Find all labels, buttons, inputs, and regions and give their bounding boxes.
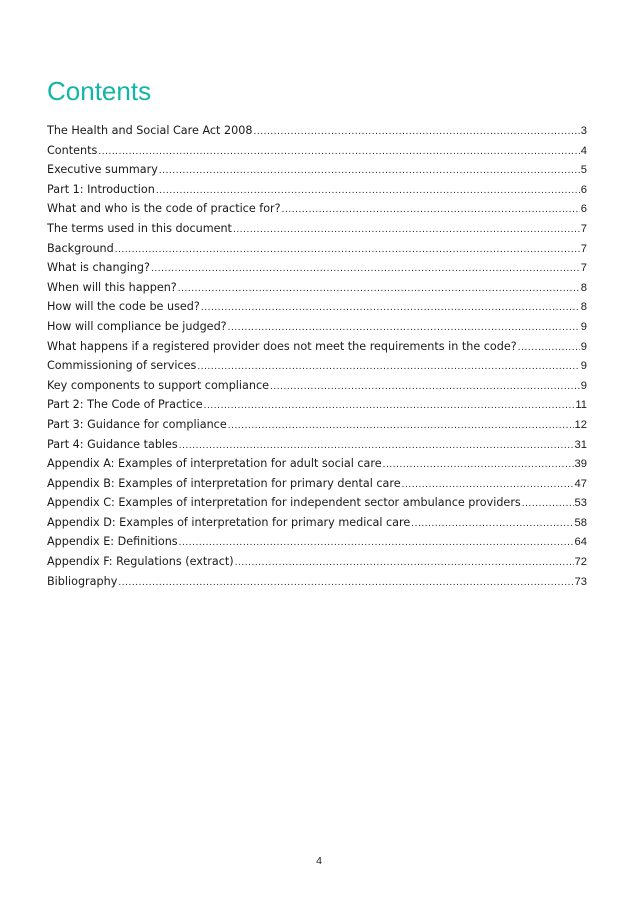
toc-entry-page: 72 xyxy=(574,556,587,569)
toc-leader-dots xyxy=(233,220,580,239)
toc-leader-dots xyxy=(118,573,573,592)
toc-entry-label: What and who is the code of practice for? xyxy=(47,202,281,216)
toc-entry[interactable] xyxy=(47,572,587,592)
toc-entry-page: 6 xyxy=(580,183,587,196)
toc-entry-label: The Health and Social Care Act 2008 xyxy=(47,124,253,137)
toc-entry-page: 64 xyxy=(574,536,587,549)
toc-entry-page: 39 xyxy=(574,458,587,471)
toc-entry[interactable] xyxy=(47,160,587,180)
toc-entry-page: 6 xyxy=(580,203,587,216)
toc-entry[interactable] xyxy=(47,219,587,239)
toc-entry-label: Key components to support compliance xyxy=(47,378,270,392)
toc-entry[interactable] xyxy=(47,141,587,161)
toc-entry[interactable] xyxy=(47,513,587,533)
toc-entry-label: How will the code be used? xyxy=(47,300,200,314)
toc-leader-dots xyxy=(201,298,580,317)
toc-entry-page: 3 xyxy=(580,125,587,137)
toc-entry[interactable] xyxy=(47,180,587,200)
toc-entry-label: Bibliography xyxy=(47,574,118,588)
toc-entry[interactable] xyxy=(47,415,587,435)
toc-entry[interactable] xyxy=(47,552,587,572)
toc-entry[interactable] xyxy=(47,435,587,455)
toc-entry-label: What is changing? xyxy=(47,261,150,275)
toc-leader-dots xyxy=(411,514,573,533)
page-title: Contents xyxy=(47,76,152,106)
toc-entry[interactable] xyxy=(47,395,587,415)
toc-entry-label: The terms used in this document xyxy=(47,221,232,235)
page-number: 4 xyxy=(316,855,322,867)
toc-entry-label: Appendix A: Examples of interpretation for adult social care xyxy=(47,457,382,471)
toc-entry-page: 31 xyxy=(574,438,587,451)
toc-entry-label: Part 3: Guidance for compliance xyxy=(47,417,227,431)
toc-entry-label: Background xyxy=(47,241,114,255)
toc-entry-page: 9 xyxy=(580,379,587,392)
toc-entry-page: 9 xyxy=(580,360,587,373)
toc-entry-label: Appendix F: Regulations (extract) xyxy=(47,555,234,569)
toc-entry-page: 7 xyxy=(580,222,587,235)
toc-entry-page: 4 xyxy=(580,144,587,157)
toc-entry-label: Part 1: Introduction xyxy=(47,182,155,196)
toc-entry-label: What happens if a registered provider does not meet the requirements in the code? xyxy=(47,339,517,353)
toc-entry-label: Appendix C: Examples of interpretation for independent sector ambulance providers xyxy=(47,496,521,510)
toc-leader-dots xyxy=(179,533,574,552)
toc-leader-dots xyxy=(98,142,579,161)
toc-leader-dots xyxy=(151,259,580,278)
toc-leader-dots xyxy=(159,161,580,180)
toc-entry-page: 11 xyxy=(575,399,587,412)
toc-leader-dots xyxy=(197,357,579,376)
toc-entry[interactable] xyxy=(47,376,587,396)
toc-entry[interactable] xyxy=(47,317,587,337)
toc-entry[interactable] xyxy=(47,239,587,259)
toc-entry-page: 58 xyxy=(574,516,587,529)
toc-leader-dots xyxy=(228,416,574,435)
toc-entry-page: 8 xyxy=(580,301,587,314)
toc-entry-label: Appendix D: Examples of interpretation for primary medical care xyxy=(47,515,411,529)
toc-entry[interactable] xyxy=(47,337,587,357)
toc-entry-label: How will compliance be judged? xyxy=(47,319,227,333)
toc-leader-dots xyxy=(402,475,574,494)
toc-entry-label: Part 4: Guidance tables xyxy=(47,437,178,451)
toc-leader-dots xyxy=(204,396,575,415)
toc-leader-dots xyxy=(282,200,580,219)
toc-leader-dots xyxy=(228,318,580,337)
toc-leader-dots xyxy=(518,338,580,357)
toc-entry-page: 5 xyxy=(580,164,587,177)
toc-entry[interactable] xyxy=(47,356,587,376)
toc-entry-label: When will this happen? xyxy=(47,280,177,294)
toc-entry-label: Contents xyxy=(47,143,98,157)
toc-leader-dots xyxy=(235,553,574,572)
toc-entry-page: 9 xyxy=(580,340,587,353)
toc-entry[interactable] xyxy=(47,278,587,298)
toc-entry[interactable] xyxy=(47,493,587,513)
toc-entry-page: 47 xyxy=(574,477,587,490)
toc-leader-dots xyxy=(115,240,580,259)
toc-leader-dots xyxy=(156,181,580,200)
toc-entry-page: 8 xyxy=(580,281,587,294)
toc-entry-page: 7 xyxy=(580,242,587,255)
toc-leader-dots xyxy=(253,122,579,141)
toc-leader-dots xyxy=(383,455,574,474)
toc-entry-page: 7 xyxy=(580,262,587,275)
toc-entry[interactable] xyxy=(47,258,587,278)
toc-entry-page: 53 xyxy=(574,497,587,510)
toc-entry[interactable] xyxy=(47,532,587,552)
toc-leader-dots xyxy=(179,436,574,455)
toc-entry[interactable] xyxy=(47,121,587,141)
toc-entry-page: 12 xyxy=(574,418,587,431)
toc-entry-page: 73 xyxy=(574,575,587,588)
toc-entry-label: Appendix B: Examples of interpretation for primary dental care xyxy=(47,476,401,490)
toc-leader-dots xyxy=(270,377,580,396)
toc-entry-page: 9 xyxy=(580,320,587,333)
toc-entry-label: Appendix E: Definitions xyxy=(47,535,178,549)
toc-entry[interactable] xyxy=(47,297,587,317)
toc-entry-label: Commissioning of services xyxy=(47,359,197,373)
toc-entry[interactable] xyxy=(47,454,587,474)
toc-entry-label: Part 2: The Code of Practice xyxy=(47,398,203,412)
toc-entry[interactable] xyxy=(47,474,587,494)
toc-leader-dots xyxy=(178,279,580,298)
toc-entry[interactable] xyxy=(47,199,587,219)
toc-leader-dots xyxy=(522,494,574,513)
table-of-contents xyxy=(47,121,587,591)
toc-entry-label: Executive summary xyxy=(47,163,158,177)
